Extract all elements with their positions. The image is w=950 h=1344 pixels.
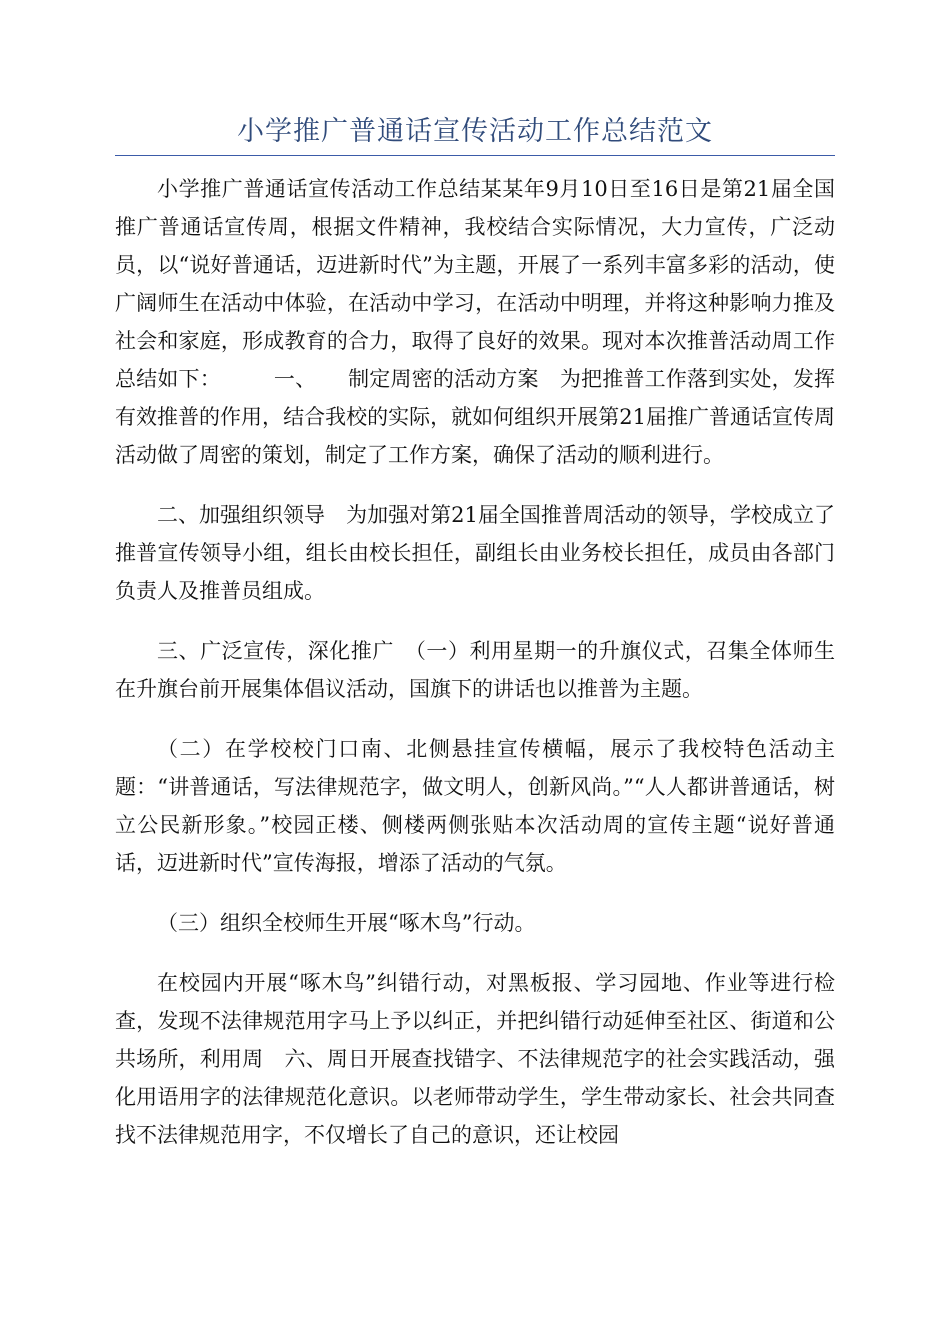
paragraph-intro: 小学推广普通话宣传活动工作总结某某年9月10日至16日是第21届全国推广普通话宣传周，根据文件精神，我校结合实际情况，大力宣传，广泛动员，以“说好普通话，迈进新时代”为主题，开展了一系列丰富多彩的活动，使广阔师生在活动中体验，在活动中学习，在活动中明理，并将这种影响力推及社会和家庭，形成教育的合力，取得了良好的效果。现对本次推普活动周工作总结如下： 一、 制定周密的活动方案 为把推普工作落到实处，发挥有效推普的作用，结合我校的实际，就如何组织开展第21届推广普通话宣传周活动做了周密的策划，制定了工作方案，确保了活动的顺利进行。 (115, 177, 835, 467)
document-title: 小学推广普通话宣传活动工作总结范文 (237, 116, 713, 147)
paragraph-item-2: （二）在学校校门口南、北侧悬挂宣传横幅，展示了我校特色活动主题：“讲普通话，写法律规范字，做文明人，创新风尚。”“人人都讲普通话，树立公民新形象。”校园正楼、侧楼两侧张贴本次活动周的宣传主题“说好普通话，迈进新时代”宣传海报，增添了活动的气氛。 (115, 737, 835, 875)
paragraph-woodpecker: 在校园内开展“啄木鸟”纠错行动，对黑板报、学习园地、作业等进行检查，发现不法律规范用字马上予以纠正，并把纠错行动延伸至社区、街道和公共场所，利用周 六、周日开展查找错字、不法律规范字的社会实践活动，强化用语用字的法律规范化意识。以老师带动学生，学生带动家长、社会共同查找不法律规范用字，不仅增长了自己的意识，还让校园 (115, 971, 835, 1147)
paragraph-item-3: （三）组织全校师生开展“啄木鸟”行动。 (157, 911, 536, 935)
document-body (115, 170, 835, 1176)
title-underline (115, 155, 835, 156)
paragraph-section-3: 三、广泛宣传，深化推广 （一）利用星期一的升旗仪式，召集全体师生在升旗台前开展集体倡议活动，国旗下的讲话也以推普为主题。 (115, 639, 835, 701)
paragraph-section-2: 二、加强组织领导 为加强对第21届全国推普周活动的领导，学校成立了推普宣传领导小组，组长由校长担任，副组长由业务校长担任，成员由各部门负责人及推普员组成。 (115, 503, 835, 603)
